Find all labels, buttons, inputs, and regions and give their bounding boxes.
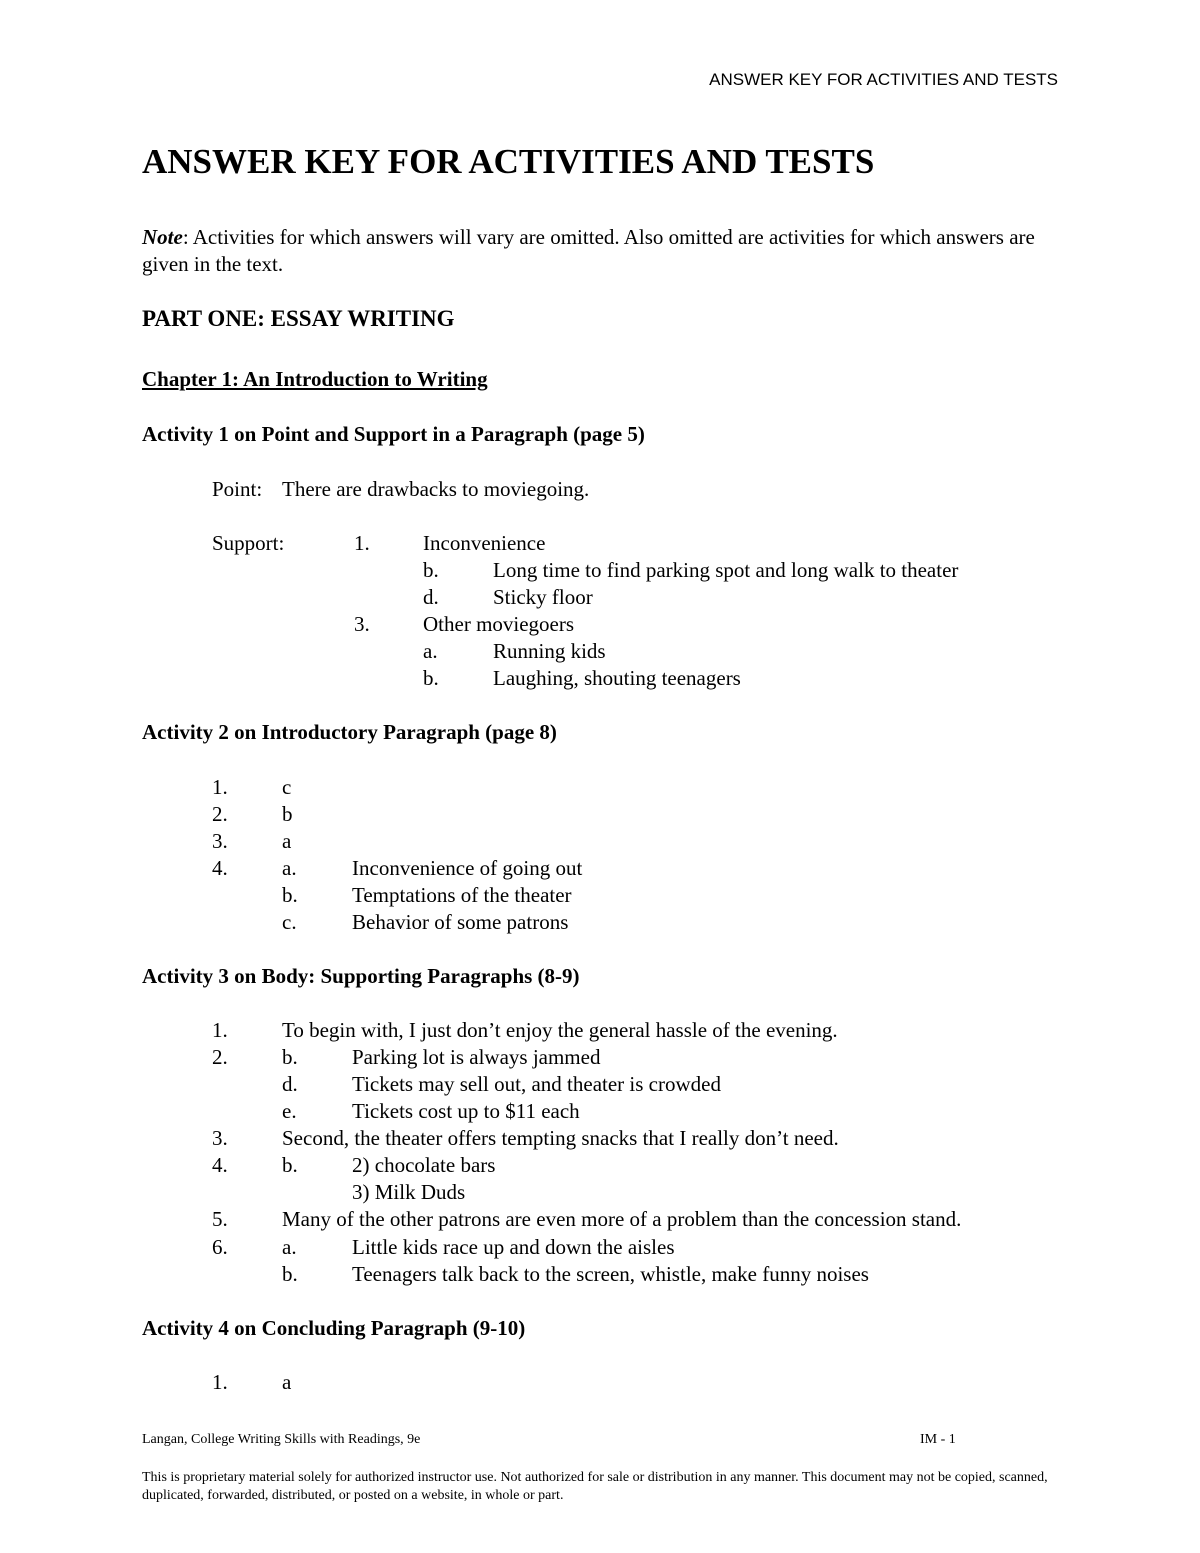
point-label: Point: [212,477,263,501]
list-item-answer: c [282,775,292,799]
list-item-text: Other moviegoers [423,612,575,636]
footer-page-number: IM - 1 [920,1432,956,1447]
list-item-number: 1. [212,1370,228,1394]
list-item-text: Little kids race up and down the aisles [352,1235,675,1259]
footer-source: Langan, College Writing Skills with Readings, 9e [142,1432,421,1447]
list-item-answer: a. [282,1235,297,1259]
document-title: ANSWER KEY FOR ACTIVITIES AND TESTS [142,142,875,181]
chapter-title: Chapter 1: An Introduction to Writing [142,367,488,391]
list-item-text: Tickets cost up to $11 each [352,1099,580,1123]
list-item-text: Running kids [493,639,606,663]
list-item-number: 4. [212,1153,228,1177]
note-text: : Activities for which answers will vary are omitted. Also omitted are activities for which answers are given in the text. [142,225,1035,276]
list-item-number: 2. [212,802,228,826]
note-label: Note [142,225,183,249]
list-item-answer: e. [282,1099,297,1123]
list-item-answer: b. [282,1153,298,1177]
list-item-letter: b. [423,666,439,690]
list-item-text: Temptations of the theater [352,883,572,907]
list-item-answer: c. [282,910,297,934]
list-item-number: 6. [212,1235,228,1259]
list-item-number: 1. [212,775,228,799]
activity-4-heading: Activity 4 on Concluding Paragraph (9-10) [142,1316,526,1340]
support-label: Support: [212,531,285,555]
list-item-text: Teenagers talk back to the screen, whistle, make funny noises [352,1262,869,1286]
list-item-letter: d. [423,585,439,609]
activity-1-heading: Activity 1 on Point and Support in a Paragraph (page 5) [142,422,645,446]
list-item-text: Inconvenience of going out [352,856,583,880]
list-item-number: 1. [212,1018,228,1042]
list-item-answer: b. [282,1045,298,1069]
list-item-text: Laughing, shouting teenagers [493,666,741,690]
list-item-letter: a. [423,639,438,663]
list-item-text: Long time to find parking spot and long walk to theater [493,558,959,582]
list-item-answer: d. [282,1072,298,1096]
list-item-number: 3. [354,612,370,636]
list-item-answer: a [282,829,292,853]
list-item-answer: a. [282,856,297,880]
list-item-number: 3. [212,829,228,853]
list-item-number: 2. [212,1045,228,1069]
list-item-text: Parking lot is always jammed [352,1045,601,1069]
list-item-number: 4. [212,856,228,880]
list-item-answer: Many of the other patrons are even more of a problem than the concession stand. [282,1207,962,1231]
list-item-letter: b. [423,558,439,582]
point-text: There are drawbacks to moviegoing. [282,477,590,501]
list-item-text: Inconvenience [423,531,546,555]
footer-copyright-notice: This is proprietary material solely for authorized instructor use. Not authorized for sale or distribution in any manner. This document may not be copied, scanned, duplicated, forwarded, distributed, or posted on a website, in whole or part. [142,1470,1048,1503]
list-item-answer: b. [282,1262,298,1286]
list-item-number: 3. [212,1126,228,1150]
activity-2-heading: Activity 2 on Introductory Paragraph (page 8) [142,720,557,744]
list-item-text: 3) Milk Duds [352,1180,466,1204]
running-header: ANSWER KEY FOR ACTIVITIES AND TESTS [709,70,1058,89]
activity-3-heading: Activity 3 on Body: Supporting Paragraphs (8-9) [142,964,580,988]
list-item-answer: b. [282,883,298,907]
list-item-answer: Second, the theater offers tempting snacks that I really don’t need. [282,1126,839,1150]
list-item-answer: b [282,802,293,826]
list-item-text: 2) chocolate bars [352,1153,496,1177]
list-item-number: 5. [212,1207,228,1231]
list-item-text: Sticky floor [493,585,593,609]
list-item-number: 1. [354,531,370,555]
list-item-answer: a [282,1370,292,1394]
list-item-text: Tickets may sell out, and theater is crowded [352,1072,721,1096]
list-item-answer: To begin with, I just don’t enjoy the general hassle of the evening. [282,1018,838,1042]
note-paragraph [142,224,1072,278]
part-title: PART ONE: ESSAY WRITING [142,306,455,331]
list-item-text: Behavior of some patrons [352,910,569,934]
